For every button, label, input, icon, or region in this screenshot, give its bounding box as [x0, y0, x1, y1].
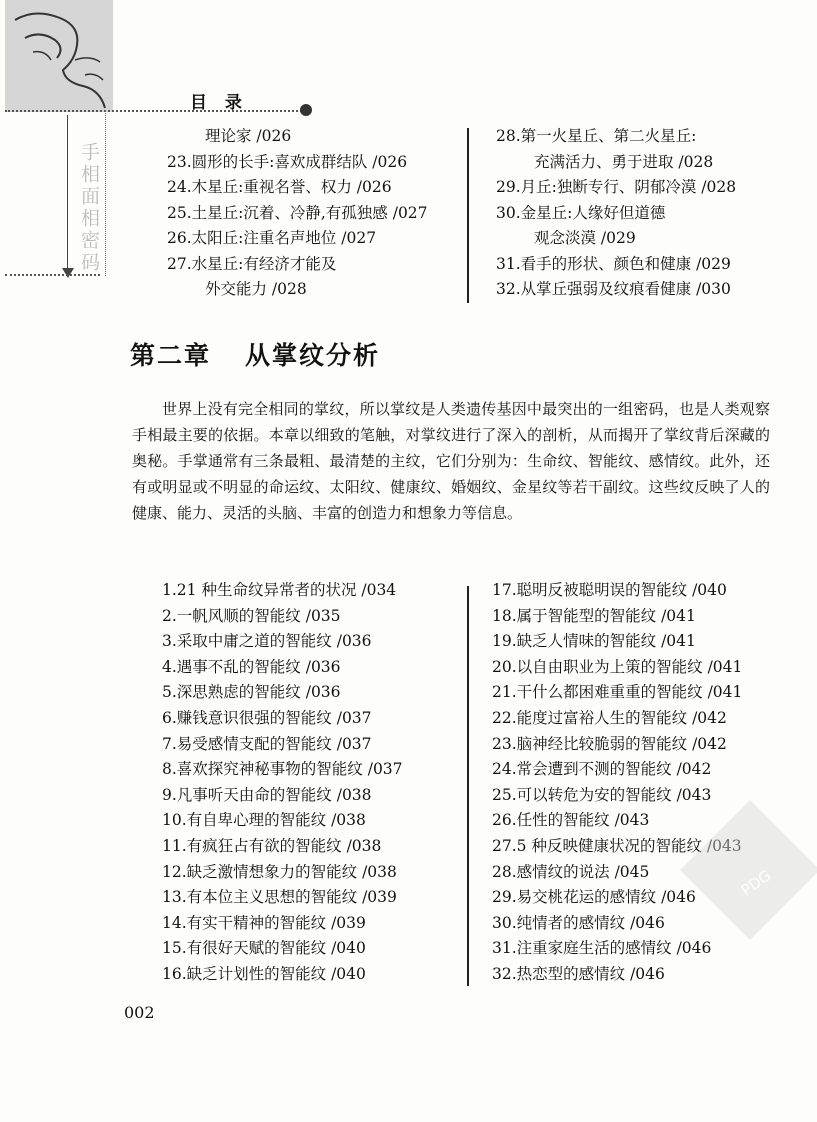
toc-entry: 27.5 种反映健康状况的智能纹 /043	[492, 836, 742, 855]
header-rule-dot	[300, 104, 312, 116]
chapter-intro	[132, 396, 770, 526]
toc-top-left	[167, 124, 428, 303]
toc-entry: 24.常会遭到不测的智能纹 /042	[492, 760, 712, 779]
toc-entry: 30.纯情者的感情纹 /046	[492, 913, 665, 932]
toc-entry: 23.圆形的长手:喜欢成群结队 /026	[167, 152, 408, 171]
toc-entry: 6.赚钱意识很强的智能纹 /037	[162, 708, 372, 727]
toc-entry: 30.金星丘:人缘好但道德	[496, 203, 666, 222]
toc-entry: 17.聪明反被聪明误的智能纹 /040	[492, 581, 727, 599]
side-dotted-rule	[5, 274, 100, 276]
toc-entry: 充满活力、勇于进取 /028	[534, 152, 714, 171]
chapter-number: 第二章	[130, 341, 212, 370]
toc-entry: 13.有本位主义思想的智能纹 /039	[162, 888, 397, 907]
toc-entry: 22.能度过富裕人生的智能纹 /042	[492, 708, 727, 727]
toc-entry: 29.易交桃花运的感情纹 /046	[492, 888, 696, 907]
column-divider-lower	[467, 586, 469, 986]
toc-entry: 外交能力 /028	[205, 280, 307, 298]
hand-illustration	[5, 0, 113, 112]
toc-entry: 27.水星丘:有经济才能及	[167, 254, 337, 273]
toc-entry: 16.缺乏计划性的智能纹 /040	[162, 964, 366, 983]
toc-entry: 14.有实干精神的智能纹 /039	[162, 913, 366, 932]
toc-entry: 29.月丘:独断专行、阴郁冷漠 /028	[496, 178, 737, 196]
page-number: 002	[124, 1003, 155, 1022]
toc-entry: 26.任性的智能纹 /043	[492, 811, 650, 830]
toc-entry: 28.第一火星丘、第二火星丘:	[496, 127, 697, 145]
toc-entry: 9.凡事听天由命的智能纹 /038	[162, 785, 372, 804]
toc-heading: 目 录	[190, 93, 248, 113]
toc-entry: 26.太阳丘:注重名声地位 /027	[167, 229, 377, 247]
toc-entry: 31.看手的形状、颜色和健康 /029	[496, 254, 731, 273]
column-divider-top	[467, 128, 469, 303]
watermark-text: PDG	[737, 866, 775, 900]
toc-entry: 7.易受感情支配的智能纹 /037	[162, 734, 372, 753]
toc-entry: 18.属于智能型的智能纹 /041	[492, 606, 696, 625]
toc-entry: 2.一帆风顺的智能纹 /035	[162, 606, 341, 625]
toc-entry: 1.21 种生命纹异常者的状况 /034	[162, 581, 397, 599]
toc-entry: 观念淡漠 /029	[534, 229, 636, 247]
toc-entry: 32.从掌丘强弱及纹痕看健康 /030	[496, 280, 731, 298]
toc-entry: 19.缺乏人情味的智能纹 /041	[492, 632, 696, 651]
toc-entry: 21.干什么都困难重重的智能纹 /041	[492, 683, 743, 702]
toc-entry: 15.有很好天赋的智能纹 /040	[162, 939, 366, 958]
toc-entry: 25.可以转危为安的智能纹 /043	[492, 785, 712, 804]
hand-drawing-icon	[5, 0, 113, 112]
toc-top-right	[496, 124, 736, 303]
toc-entry: 24.木星丘:重视名誉、权力 /026	[167, 178, 392, 196]
toc-entry: 31.注重家庭生活的感情纹 /046	[492, 939, 712, 958]
watermark	[680, 800, 817, 940]
chapter-heading	[130, 336, 380, 372]
watermark-diamond-icon	[680, 800, 817, 940]
toc-entry: 3.采取中庸之道的智能纹 /036	[162, 632, 372, 651]
toc-entry: 23.脑神经比较脆弱的智能纹 /042	[492, 734, 727, 753]
toc-entry: 10.有自卑心理的智能纹 /038	[162, 811, 366, 830]
toc-entry: 12.缺乏激情想象力的智能纹 /038	[162, 862, 397, 881]
toc-entry: 28.感情纹的说法 /045	[492, 862, 650, 881]
toc-lower-left	[162, 578, 403, 988]
side-book-title: 手相面相密码	[78, 142, 100, 274]
side-arrow-line	[67, 115, 68, 275]
intro-paragraph: 世界上没有完全相同的掌纹，所以掌纹是人类遗传基因中最突出的一组密码，也是人类观察手相最主要的依据。本章以细致的笔触，对掌纹进行了深入的剖析，从而揭开了掌纹背后深藏的奥秘。手掌通常有三条最粗、最清楚的主纹，它们分别为：生命纹、智能纹、感情纹。此外，还有或明显或不明显的命运纹、太阳纹、健康纹、婚姻纹、金星纹等若干副纹。这些纹反映了人的健康、能力、灵活的头脑、丰富的创造力和想象力等信息。	[132, 400, 770, 522]
toc-entry: 32.热恋型的感情纹 /046	[492, 964, 665, 983]
toc-entry: 理论家 /026	[205, 127, 292, 145]
toc-entry: 4.遇事不乱的智能纹 /036	[162, 657, 341, 676]
chapter-title: 从掌纹分析	[245, 341, 381, 370]
toc-entry: 11.有疯狂占有欲的智能纹 /038	[162, 836, 382, 855]
toc-entry: 8.喜欢探究神秘事物的智能纹 /037	[162, 760, 403, 779]
side-arrow-icon	[62, 268, 74, 278]
toc-entry: 5.深思熟虑的智能纹 /036	[162, 683, 341, 702]
toc-entry: 20.以自由职业为上策的智能纹 /041	[492, 657, 743, 676]
toc-entry: 25.土星丘:沉着、冷静,有孤独感 /027	[167, 203, 428, 222]
